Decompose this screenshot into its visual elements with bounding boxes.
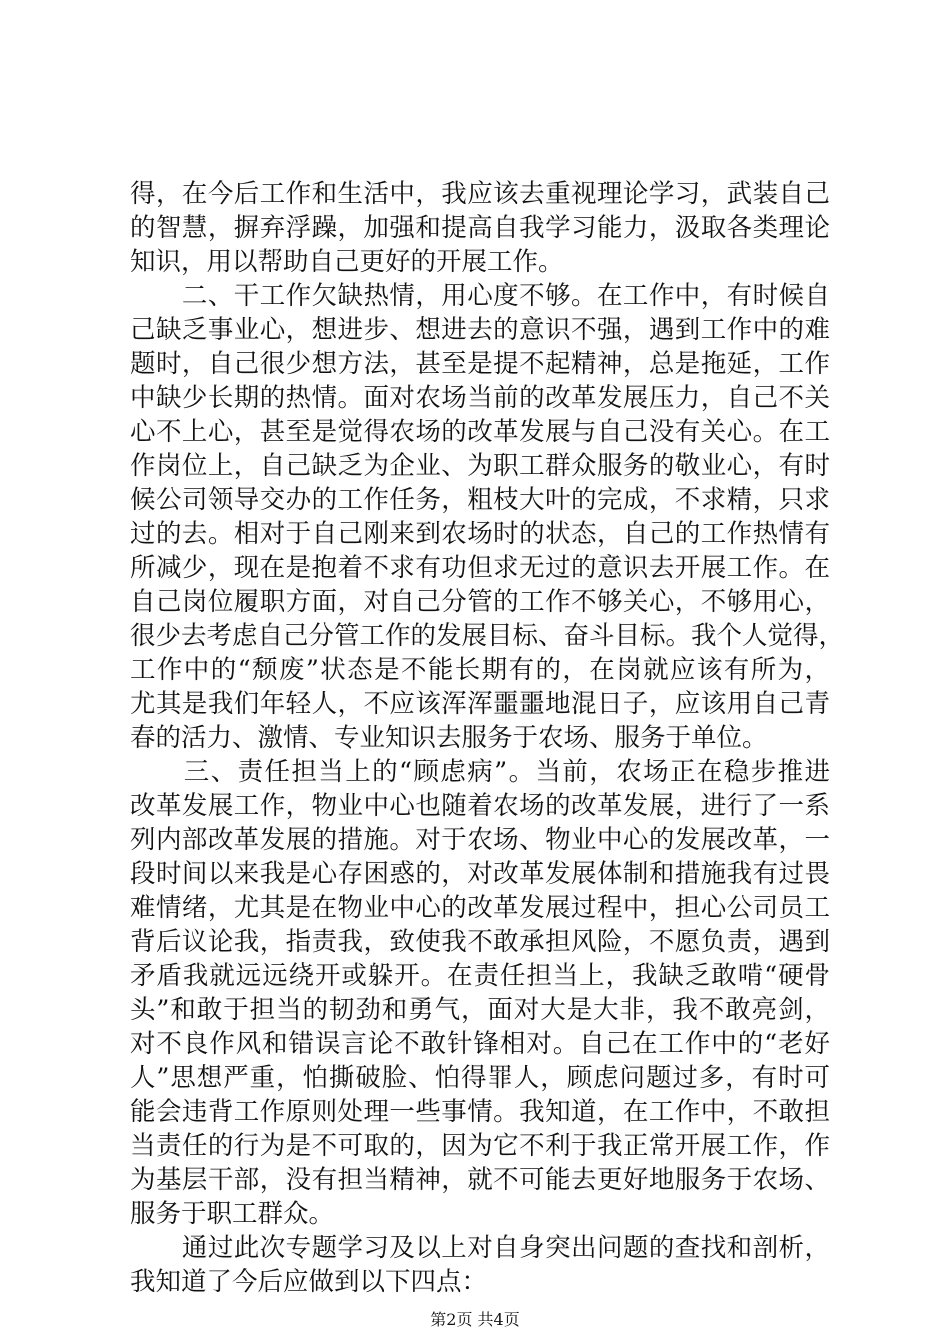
text-line: 候公司领导交办的工作任务，粗枝大叶的完成，不求精，只求	[130, 485, 830, 515]
text-line: 当责任的行为是不可取的，因为它不利于我正常开展工作，作	[130, 1131, 830, 1161]
text-line: 改革发展工作，物业中心也随着农场的改革发展，进行了一系	[130, 791, 830, 821]
text-line: 自己岗位履职方面，对自己分管的工作不够关心，不够用心，	[130, 587, 830, 617]
text-line: 很少去考虑自己分管工作的发展目标、奋斗目标。我个人觉得，	[130, 621, 845, 651]
text-line: 二、干工作欠缺热情，用心度不够。在工作中，有时候自	[130, 281, 830, 311]
text-line: 题时，自己很少想方法，甚至是提不起精神，总是拖延，工作	[130, 349, 830, 379]
text-line: 己缺乏事业心，想进步、想进去的意识不强，遇到工作中的难	[130, 315, 830, 345]
text-line: 为基层干部，没有担当精神，就不可能去更好地服务于农场、	[130, 1165, 830, 1195]
text-line: 能会违背工作原则处理一些事情。我知道，在工作中，不敢担	[130, 1097, 830, 1127]
text-line: 过的去。相对于自己刚来到农场时的状态，自己的工作热情有	[130, 519, 830, 549]
text-line: 我知道了今后应做到以下四点：	[130, 1267, 488, 1297]
text-line: 作岗位上，自己缺乏为企业、为职工群众服务的敬业心，有时	[130, 451, 830, 481]
text-line: 段时间以来我是心存困惑的，对改革发展体制和措施我有过畏	[130, 859, 830, 889]
text-line: 通过此次专题学习及以上对自身突出问题的查找和剖析，	[130, 1233, 830, 1263]
text-line: 心不上心，甚至是觉得农场的改革发展与自己没有关心。在工	[130, 417, 830, 447]
text-line: 所减少，现在是抱着不求有功但求无过的意识去开展工作。在	[130, 553, 830, 583]
text-line: 工作中的“颓废”状态是不能长期有的，在岗就应该有所为，	[130, 655, 830, 685]
page-number-footer: 第2页 共4页	[430, 1310, 520, 1329]
text-line: 列内部改革发展的措施。对于农场、物业中心的发展改革，一	[130, 825, 830, 855]
text-line: 服务于职工群众。	[130, 1199, 335, 1229]
text-line: 春的活力、激情、专业知识去服务于农场、服务于单位。	[130, 723, 768, 753]
text-line: 人”思想严重，怕撕破脸、怕得罪人，顾虑问题过多，有时可	[130, 1063, 830, 1093]
text-line: 背后议论我，指责我，致使我不敢承担风险，不愿负责，遇到	[130, 927, 830, 957]
text-line: 得，在今后工作和生活中，我应该去重视理论学习，武装自己	[130, 179, 830, 209]
text-line: 难情绪，尤其是在物业中心的改革发展过程中，担心公司员工	[130, 893, 830, 923]
text-line: 矛盾我就远远绕开或躲开。在责任担当上，我缺乏敢啃“硬骨	[130, 961, 830, 991]
text-line: 三、责任担当上的“顾虑病”。当前，农场正在稳步推进	[130, 757, 830, 787]
text-line: 中缺少长期的热情。面对农场当前的改革发展压力，自己不关	[130, 383, 830, 413]
text-line: 头”和敢于担当的韧劲和勇气，面对大是大非，我不敢亮剑，	[130, 995, 830, 1025]
text-line: 知识，用以帮助自己更好的开展工作。	[130, 247, 564, 277]
text-line: 尤其是我们年轻人，不应该浑浑噩噩地混日子，应该用自己青	[130, 689, 830, 719]
text-line: 的智慧，摒弃浮躁，加强和提高自我学习能力，汲取各类理论	[130, 213, 830, 243]
text-line: 对不良作风和错误言论不敢针锋相对。自己在工作中的“老好	[130, 1029, 830, 1059]
